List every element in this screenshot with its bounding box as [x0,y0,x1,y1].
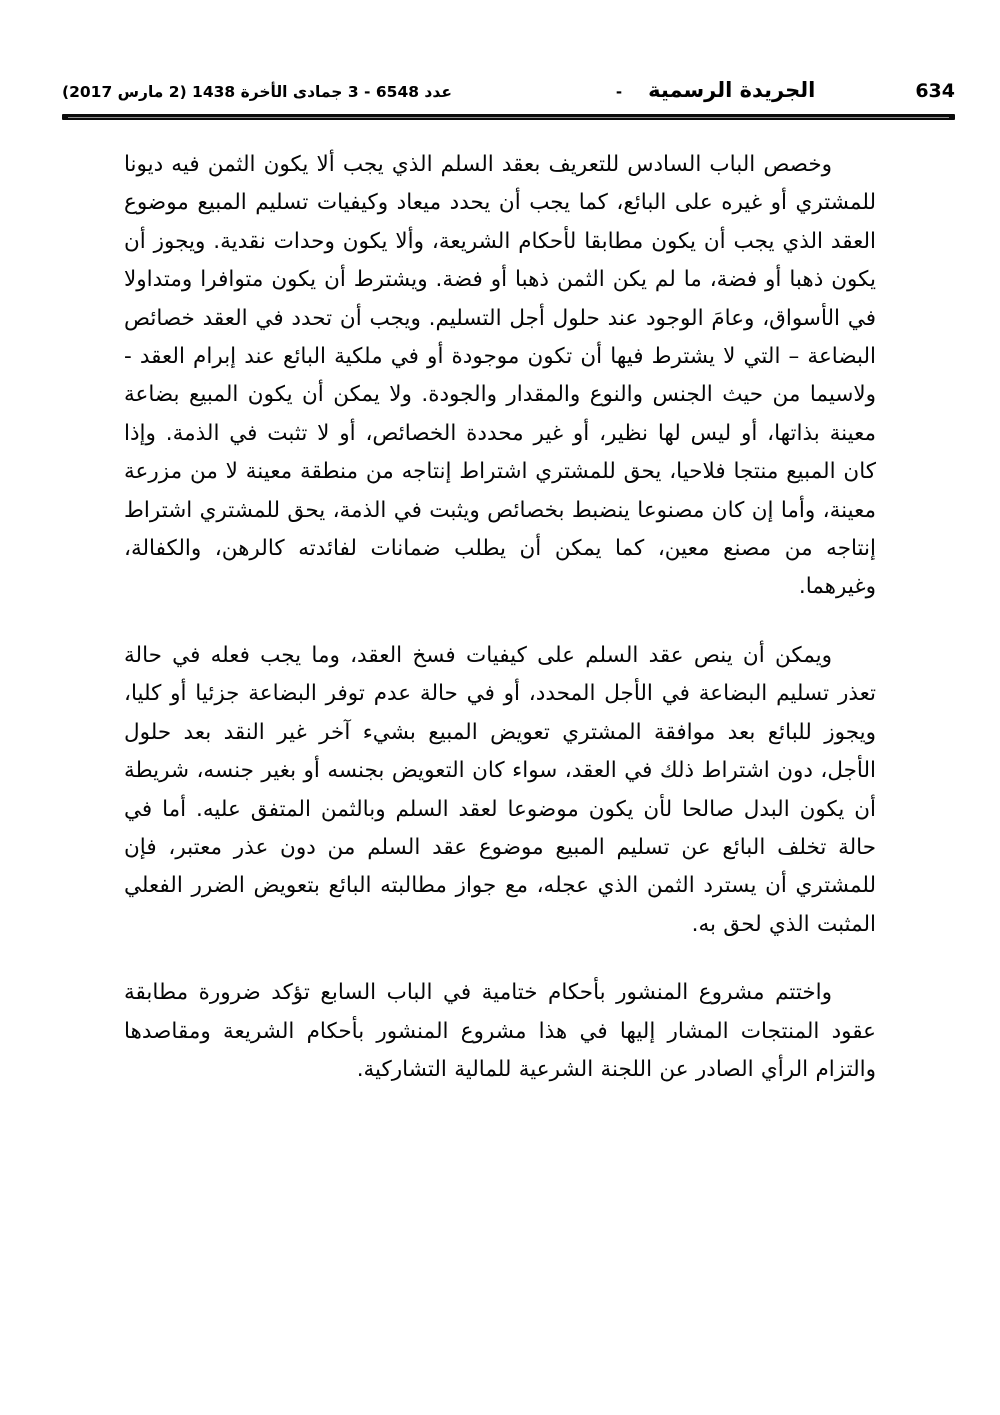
title-dash: - [615,83,623,101]
running-head-row [62,78,955,102]
page-number: 634 [915,80,955,102]
running-head [62,78,955,112]
paragraph: وخصص الباب السادس للتعريف بعقد السلم الذي يجب ألا يكون الثمن فيه ديونا للمشتري أو غيره على البائع، كما يجب أن يحدد ميعاد وكيفيات تسليم المبيع موضوع العقد الذي يجب أن يكون مطابقا لأحكام الشريعة، وألا يكون وحدات نقدية. ويجوز أن يكون ذهبا أو فضة، ما لم يكن الثمن ذهبا أو فضة. ويشترط أن يكون متوافرا ومتداولا في الأسواق، وعامَ الوجود عند حلول أجل التسليم. ويجب أن تحدد في العقد خصائص البضاعة – التي لا يشترط فيها أن تكون موجودة أو في ملكية البائع عند إبرام العقد - ولاسيما من حيث الجنس والنوع والمقدار والجودة. ولا يمكن أن يكون المبيع بضاعة معينة بذاتها، أو ليس لها نظير، أو غير محددة الخصائص، أو لا تثبت في الذمة. وإذا كان المبيع منتجا فلاحيا، يحق للمشتري اشتراط إنتاجه من منطقة معينة لا من مزرعة معينة، وأما إن كان مصنوعا ينضبط بخصائص ويثبت في الذمة، يحق للمشتري اشتراط إنتاجه من مصنع معين، كما يمكن أن يطلب ضمانات لفائدته كالرهن، والكفالة، وغيرهما. [124,152,876,600]
paragraph: واختتم مشروع المنشور بأحكام ختامية في الباب السابع تؤكد ضرورة مطابقة عقود المنتجات المشار إليها في هذا مشروع المنشور بأحكام الشريعة ومقاصدها والتزام الرأي الصادر عن اللجنة الشرعية للمالية التشاركية. [124,980,876,1082]
paragraph: ويمكن أن ينص عقد السلم على كيفيات فسخ العقد، وما يجب فعله في حالة تعذر تسليم البضاعة في الأجل المحدد، أو في حالة عدم توفر البضاعة جزئيا أو كليا، ويجوز للبائع بعد موافقة المشتري تعويض المبيع بشيء آخر غير النقد بعد حلول الأجل، دون اشتراط ذلك في العقد، سواء كان التعويض بجنسه أو بغير جنسه، شريطة أن يكون البدل صالحا لأن يكون موضوعا لعقد السلم وبالثمن المتفق عليه. أما في حالة تخلف البائع عن تسليم المبيع موضوع عقد السلم من دون عذر معتبر، فإن للمشتري أن يسترد الثمن الذي عجله، مع جواز مطالبته البائع بتعويض الضرر الفعلي المثبت الذي لحق به. [124,642,876,937]
body-text-column [124,146,876,1089]
header-divider-rule [62,114,955,120]
gazette-title: الجريدة الرسمية [648,78,816,102]
issue-and-date-line: عدد 6548 - 3 جمادى الأخرة 1438 (2 مارس 2017) [62,83,452,101]
gazette-title-group [616,78,815,102]
